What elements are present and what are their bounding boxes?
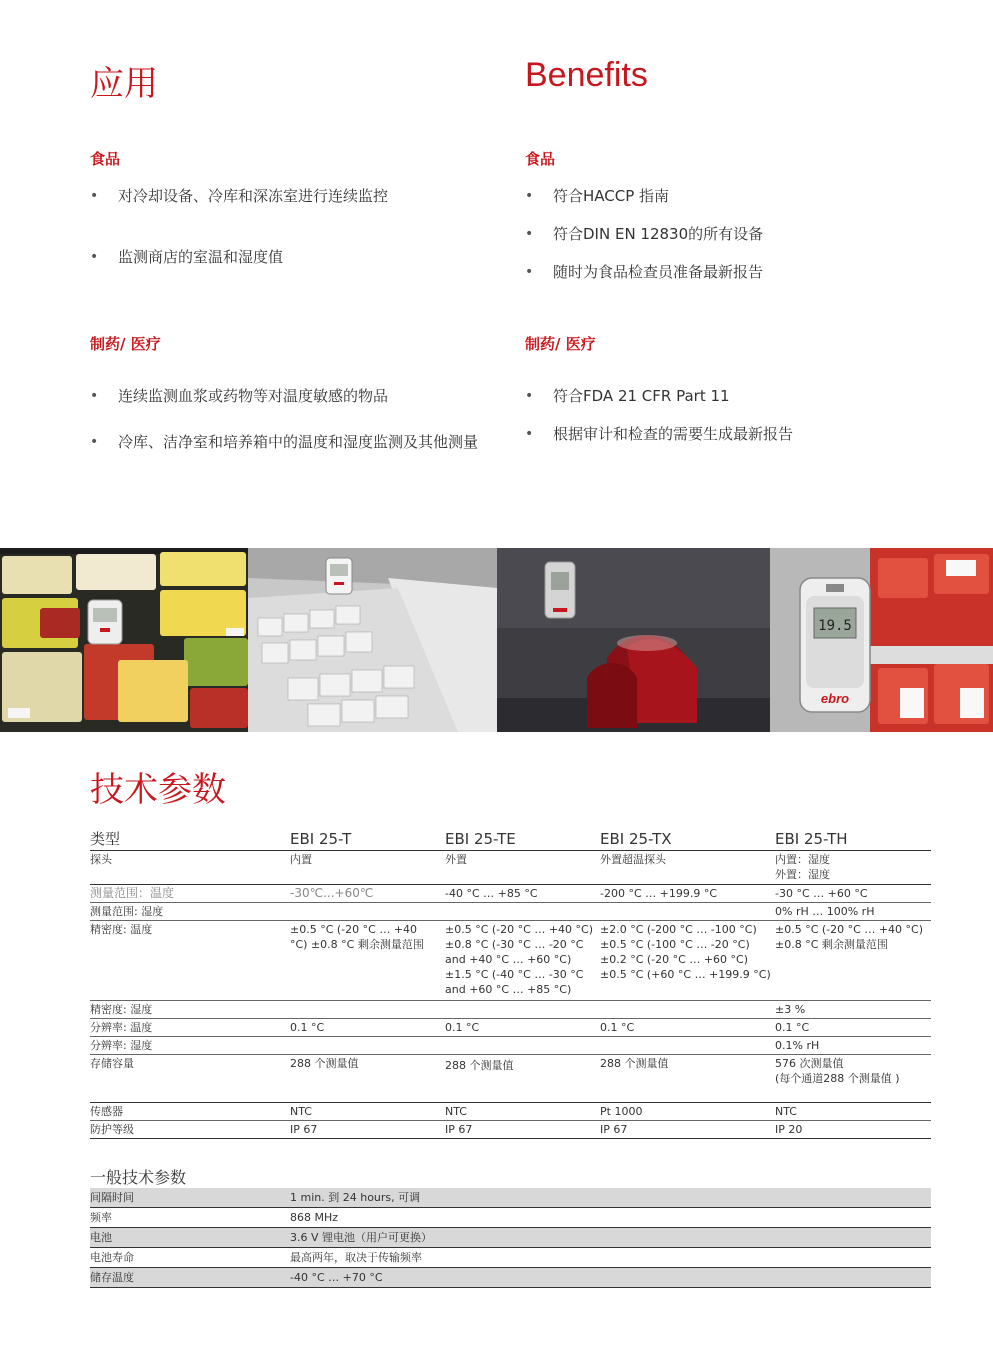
applications-pharma-item-2: • 冷库、洁净室和培养箱中的温度和湿度监测及其他测量 [90,430,490,454]
cell: IP 67 [290,1121,445,1139]
ebro-device-icon [800,578,870,712]
cell: ±0.5 °C (-20 °C … +40 °C) ±0.8 °C 剩余测量范围 [290,921,445,1001]
row-label: 传感器 [90,1103,290,1121]
wall-device-icon [545,562,575,618]
table-row [90,1103,931,1121]
row-label: 测量范围: 湿度 [90,903,290,921]
table-row [90,1228,931,1248]
cell: 576 次测量值 (每个通道288 个测量值 ) [775,1055,931,1103]
row-label: 储存温度 [90,1268,290,1288]
cell: 0.1 °C [775,1019,931,1037]
cell: 288 个测量值 [600,1055,775,1103]
cell: 0.1 °C [445,1019,600,1037]
benefits-food-item-3: • 随时为食品检查员准备最新报告 [525,260,945,284]
row-label: 电池 [90,1228,290,1248]
table-row [90,1019,931,1037]
applications-title: 应用 [90,64,158,104]
applications-food-item-2: • 监测商店的室温和湿度值 [90,245,500,269]
cell: 外置超温探头 [600,851,775,885]
specs-header-type: 类型 [90,828,290,851]
general-title: 一般技术参数 [90,1168,187,1187]
benefits-pharma-heading: 制药/ 医疗 [525,335,596,353]
applications-food-heading: 食品 [90,150,121,168]
photo-fruit-display [0,548,248,732]
freezer-illustration [248,548,497,732]
row-label: 探头 [90,851,290,885]
photo-blood-bags [497,548,770,732]
cell [445,903,600,921]
cell: ±2.0 °C (-200 °C … -100 °C) ±0.5 °C (-100 °C … -20 °C) ±0.2 °C (-20 °C … +60 °C) ±0.5 °C (+60 °C … +199.9 °C) [600,921,775,1001]
blood-bags-illustration [497,548,770,732]
cell: 1 min. 到 24 hours, 可调 [290,1188,931,1208]
applications-pharma-heading: 制药/ 医疗 [90,335,161,353]
specs-header-row [90,828,931,851]
cell: 3.6 V 锂电池（用户可更换） [290,1228,931,1248]
cell: -30 °C … +60 °C [775,885,931,903]
cell: Pt 1000 [600,1103,775,1121]
cell: NTC [445,1103,600,1121]
cell [445,1001,600,1019]
cell: 288 个测量值 [290,1055,445,1103]
row-label: 分辨率: 温度 [90,1019,290,1037]
row-label: 防护等级 [90,1121,290,1139]
cell: 外置 [445,851,600,885]
cell: -200 °C … +199.9 °C [600,885,775,903]
row-label: 精密度: 湿度 [90,1001,290,1019]
cell [290,903,445,921]
cell: 0.1% rH [775,1037,931,1055]
cell: -40 °C … +70 °C [290,1268,931,1288]
cell: 0.1 °C [290,1019,445,1037]
cell [600,1037,775,1055]
cell [445,1037,600,1055]
cell: IP 67 [445,1121,600,1139]
cell: ±0.5 °C (-20 °C … +40 °C) ±0.8 °C (-30 °C … -20 °C and +40 °C … +60 °C) ±1.5 °C (-40 °C … -30 °C and +60 °C … +85 °C) [445,921,600,1001]
cell [600,1001,775,1019]
cell: ±3 % [775,1001,931,1019]
specs-table [90,828,931,1139]
specs-header-model-te: EBI 25-TE [445,828,600,851]
fruit-display-illustration [0,548,248,732]
row-label: 测量范围：温度 [90,885,290,903]
photo-device-closeup [770,548,993,732]
cell: IP 20 [775,1121,931,1139]
table-row [90,851,931,885]
table-row [90,1268,931,1288]
benefits-food-item-1: • 符合HACCP 指南 [525,184,945,208]
row-label: 分辨率: 湿度 [90,1037,290,1055]
applications-pharma-item-1: • 连续监测血浆或药物等对温度敏感的物品 [90,384,500,408]
cell: 0% rH … 100% rH [775,903,931,921]
cell: 0.1 °C [600,1019,775,1037]
benefits-food-item-2: • 符合DIN EN 12830的所有设备 [525,222,945,246]
cell [290,1001,445,1019]
cell: NTC [290,1103,445,1121]
table-row [90,921,931,1001]
applications-food-item-1: • 对冷却设备、冷库和深冻室进行连续监控 [90,184,500,208]
cell: IP 67 [600,1121,775,1139]
general-table [90,1188,931,1288]
table-row [90,1248,931,1268]
cell: -40 °C … +85 °C [445,885,600,903]
cell: ±0.5 °C (-20 °C … +40 °C) ±0.8 °C 剩余测量范围 [775,921,931,1001]
row-label: 精密度: 温度 [90,921,290,1001]
specs-header-model-tx: EBI 25-TX [600,828,775,851]
cell: NTC [775,1103,931,1121]
cell: -30℃...+60℃ [290,885,445,903]
freezer-device-icon [326,558,352,594]
table-row [90,885,931,903]
specs-header-model-t: EBI 25-T [290,828,445,851]
device-closeup-illustration [770,548,993,732]
photo-strip [0,548,993,732]
device-display-value: 19.5 [818,618,852,634]
table-row [90,1037,931,1055]
row-label: 频率 [90,1208,290,1228]
row-label: 存储容量 [90,1055,290,1103]
cell: 288 个测量值 [445,1055,600,1103]
table-row [90,1055,931,1103]
cell [290,1037,445,1055]
table-row [90,903,931,921]
row-label: 间隔时间 [90,1188,290,1208]
fruit-device-icon [88,600,122,644]
device-brand-label: ebro [820,691,850,706]
specs-header-model-th: EBI 25-TH [775,828,931,851]
table-row [90,1208,931,1228]
cell [600,903,775,921]
benefits-pharma-item-1: • 符合FDA 21 CFR Part 11 [525,384,945,408]
row-label: 电池寿命 [90,1248,290,1268]
cell: 内置 [290,851,445,885]
specs-title: 技术参数 [90,770,226,810]
benefits-title: Benefits [525,56,648,94]
table-row [90,1121,931,1139]
cell: 868 MHz [290,1208,931,1228]
photo-freezer [248,548,497,732]
cell: 内置：湿度 外置：湿度 [775,851,931,885]
table-row [90,1188,931,1208]
benefits-pharma-item-2: • 根据审计和检查的需要生成最新报告 [525,422,945,446]
table-row [90,1001,931,1019]
cell: 最高两年，取决于传输频率 [290,1248,931,1268]
benefits-food-heading: 食品 [525,150,556,168]
